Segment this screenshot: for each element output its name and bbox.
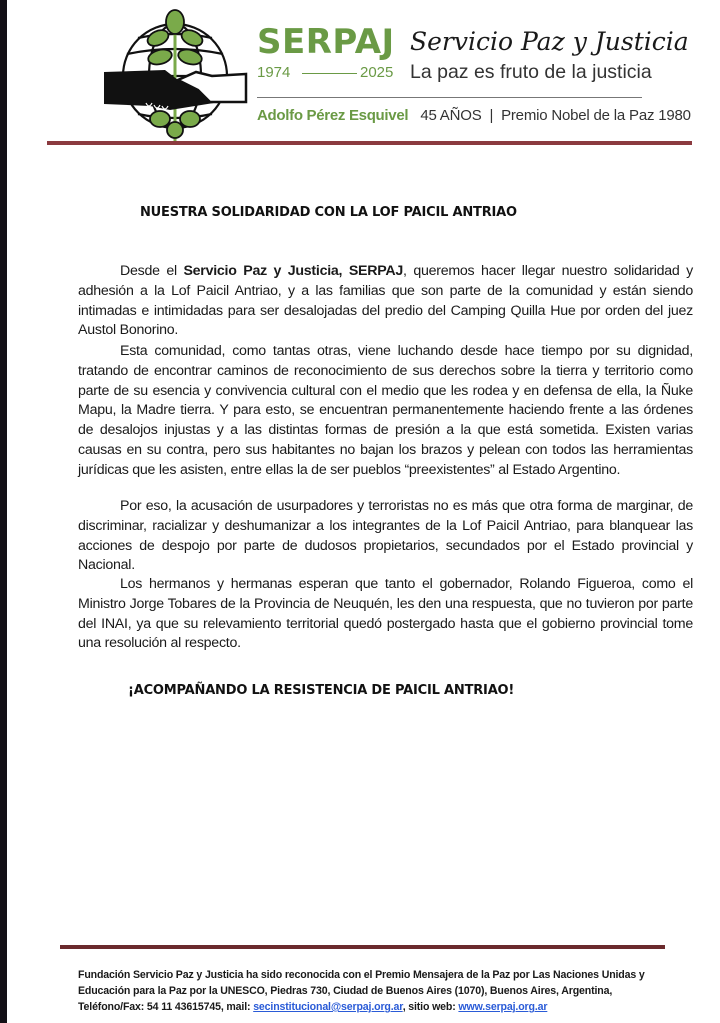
closing-slogan: ¡ACOMPAÑANDO LA RESISTENCIA DE PAICIL ANTRIAO! xyxy=(128,683,515,698)
footer-text-web-label: , sitio web: xyxy=(402,1001,459,1013)
year-end: 2025 xyxy=(360,64,394,81)
year-start: 1974 xyxy=(257,64,291,81)
brand-name: SERPAJ xyxy=(257,22,395,62)
paragraph-1-lead: Desde el xyxy=(120,263,184,279)
paragraph-3 xyxy=(78,497,693,576)
footer-divider-band xyxy=(60,945,665,949)
left-edge-shadow xyxy=(0,0,7,1023)
footer-email-link[interactable]: secinstitucional@serpaj.org.ar xyxy=(253,1001,403,1013)
brand-script-name: Servicio Paz y Justicia xyxy=(410,27,689,56)
document-title: NUESTRA SOLIDARIDAD CON LA LOF PAICIL ANTRIAO xyxy=(140,205,517,220)
footer xyxy=(78,967,678,1015)
founder-name: Adolfo Pérez Esquivel xyxy=(257,107,409,124)
header-tagline xyxy=(257,106,691,126)
paragraph-1-rest: , queremos hacer llegar nuestro solidaridad y adhesión a la Lof Paicil Antriao, y a las familias que son parte de la comunidad y están siendo intimadas e intimidadas para ser desalojadas del predio del Camping Quilla Hue por orden del juez Austol Bonorino. xyxy=(78,263,693,339)
paragraph-1 xyxy=(78,262,693,341)
paragraph-4 xyxy=(78,575,693,654)
paragraph-3-text: Por eso, la acusación de usurpadores y terroristas no es más que otra forma de marginar, de discriminar, racializar y deshumanizar a los integrantes de la Lof Paicil Antriao, para blanquear las acciones de despojo por parte de dudosos propietarios, secundados por el Estado provincial y Nacional. xyxy=(78,498,693,574)
anniversary: 45 AÑOS xyxy=(420,107,482,124)
nobel-award: Premio Nobel de la Paz 1980 xyxy=(501,107,691,124)
footer-text: Fundación Servicio Paz y Justicia ha sido reconocida con el Premio Mensajera de la Paz por Las Naciones Unidas y Educación para la Paz por la UNESCO, Piedras 730, Ciudad de Buenos Aires (1070), Buenos Aires, Argentina, Teléfono/Fax: 54 11 43615745, mail: xyxy=(78,969,645,1013)
paragraph-2-text: Esta comunidad, como tantas otras, viene luchando desde hace tiempo por su dignidad, tratando de encontrar caminos de reconocimiento de sus derechos sobre la tierra y territorio como parte de su esencia y convivencia cultural con el medio que les rodea y en defensa de ella, la Ñuke Mapu, la Madre tierra. Y para esto, se encuentran permanentemente haciendo frente a las órdenes de desalojos injustas y a las distintas formas de presión a la que está sometida. Existen varias causas en su contra, pero sus habitantes no bajan los brazos y pelean con todos las herramientas jurídicas que les asisten, entre ellas la de ser pueblos “preexistentes” al Estado Argentino. xyxy=(78,343,693,478)
motto: La paz es fruto de la justicia xyxy=(410,61,652,83)
header-thin-rule xyxy=(257,97,642,98)
paragraph-4-text: Los hermanos y hermanas esperan que tanto el gobernador, Rolando Figueroa, como el Ministro Jorge Tobares de la Provincia de Neuquén, les den una respuesta, que no tuvieron por parte del INAI, ya que su relevamiento territorial quedó postergado hasta que el gobierno provincial tome una resolución al respecto. xyxy=(78,576,693,652)
tagline-separator: | xyxy=(489,107,494,124)
footer-website-link[interactable]: www.serpaj.org.ar xyxy=(458,1001,548,1013)
serpaj-globe-handshake-logo-icon xyxy=(100,6,250,141)
header-divider-band xyxy=(47,141,692,145)
paragraph-2 xyxy=(78,342,693,481)
paragraph-1-bold: Servicio Paz y Justicia, SERPAJ xyxy=(183,263,404,279)
years-divider xyxy=(302,73,357,74)
